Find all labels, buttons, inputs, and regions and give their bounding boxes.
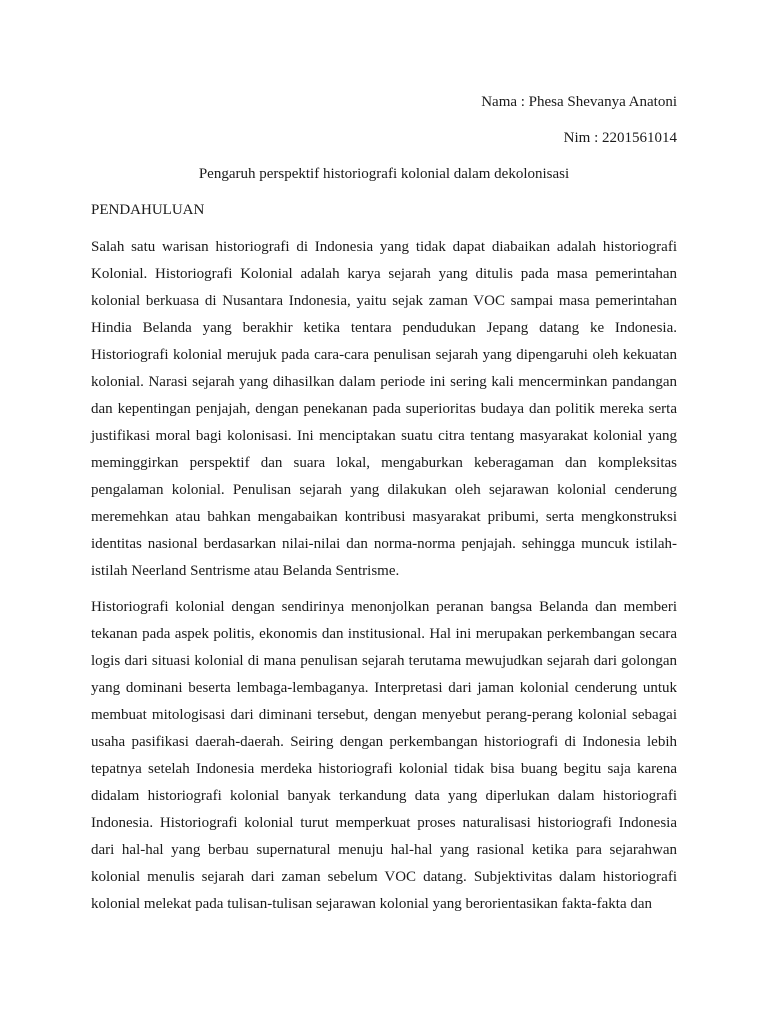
- section-heading: PENDAHULUAN: [91, 202, 205, 218]
- paragraph-2: Historiografi kolonial dengan sendirinya menonjolkan peranan bangsa Belanda dan memberi tekanan pada aspek politis, ekonomis dan institusional. Hal ini merupakan perkembangan secara logis dari situasi kolonial di mana penulisan sejarah terutama mewujudkan sejarah dari golongan yang dominani beserta lembaga-lembaganya. Interpretasi dari jaman kolonial cenderung untuk membuat mitologisasi dari diminani tersebut, dengan menyebut perang-perang kolonial sebagai usaha pasifikasi daerah-daerah. Seiring dengan perkembangan historiografi di Indonesia lebih tepatnya setelah Indonesia merdeka historiografi kolonial tidak bisa buang begitu saja karena didalam historiografi kolonial banyak terkandung data yang diperlukan dalam historiografi Indonesia. Historiografi kolonial turut memperkuat proses naturalisasi historiografi Indonesia dari hal-hal yang berbau supernatural menuju hal-hal yang rasional ketika para sejarahwan kolonial menulis sejarah dari zaman sebelum VOC datang. Subjektivitas dalam historiografi kolonial melekat pada tulisan-tulisan sejarawan kolonial yang berorientasikan fakta-fakta dan: [91, 599, 677, 912]
- paragraph-1: Salah satu warisan historiografi di Indonesia yang tidak dapat diabaikan adalah historiografi Kolonial. Historiografi Kolonial adalah karya sejarah yang ditulis pada masa pemerintahan kolonial berkuasa di Nusantara Indonesia, yaitu sejak zaman VOC sampai masa pemerintahan Hindia Belanda yang berakhir ketika tentara pendudukan Jepang datang ke Indonesia. Historiografi kolonial merujuk pada cara-cara penulisan sejarah yang dipengaruhi oleh kekuatan kolonial. Narasi sejarah yang dihasilkan dalam periode ini sering kali mencerminkan pandangan dan kepentingan penjajah, dengan penekanan pada superioritas budaya dan politik mereka serta justifikasi moral bagi kolonisasi. Ini menciptakan suatu citra tentang masyarakat kolonial yang meminggirkan perspektif dan suara lokal, mengaburkan keberagaman dan kompleksitas pengalaman kolonial. Penulisan sejarah yang dilakukan oleh sejarawan kolonial cenderung meremehkan atau bahkan mengabaikan kontribusi masyarakat pribumi, serta mengkonstruksi identitas nasional berdasarkan nilai-nilai dan norma-norma penjajah. sehingga muncuk istilah-istilah Neerland Sentrisme atau Belanda Sentrisme.: [91, 239, 677, 579]
- student-id: Nim : 2201561014: [563, 130, 677, 146]
- author-name: Nama : Phesa Shevanya Anatoni: [481, 94, 677, 110]
- document-page: [91, 92, 677, 927]
- document-title: Pengaruh perspektif historiografi kolonial dalam dekolonisasi: [198, 166, 570, 182]
